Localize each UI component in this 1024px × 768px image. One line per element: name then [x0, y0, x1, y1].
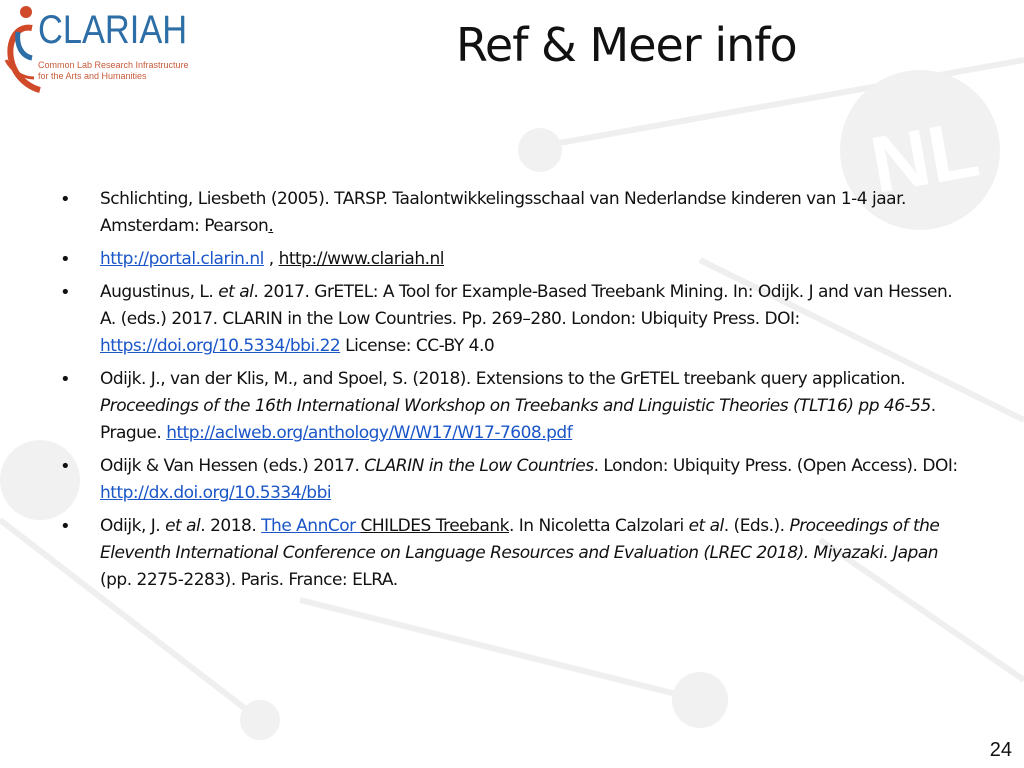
anncor-link[interactable]: The AnnCor [261, 516, 361, 536]
bullet: • [60, 282, 71, 303]
reference-item [60, 279, 960, 360]
ref-text: . Prague. [100, 396, 936, 443]
ref-text: Augustinus, L. [100, 282, 219, 302]
ref-italic: et al [688, 516, 724, 536]
reference-item [60, 453, 960, 507]
doi-link[interactable]: http://dx.doi.org/10.5334/bbi [100, 483, 332, 503]
ref-text: Odijk. J., van der Klis, M., and Spoel, S. (2018). Extensions to the GrETEL treebank query application. [100, 369, 906, 389]
clariah-site-link[interactable]: http://www.clariah.nl [278, 249, 445, 269]
ref-text: . 2017. GrETEL: A Tool for Example-Based Treebank Mining. In: Odijk. J and van Hessen. A. (eds.) 2017. CLARIN in the Low Countries. Pp. 269–280. London: Ubiquity Press. DOI: [100, 282, 953, 329]
childes-treebank-link[interactable]: CHILDES Treebank [360, 516, 509, 536]
ref-text: Schlichting, Liesbeth (2005). TARSP. Taalontwikkelingsschaal van Nederlandse kinderen van 1-4 jaar. Amsterdam: Pearson [100, 189, 906, 236]
reference-item [60, 186, 960, 240]
ref-italic: Proceedings of the 16th International Workshop on Treebanks and Linguistic Theories (TLT16) pp 46-55 [100, 396, 931, 416]
bullet: • [60, 456, 71, 477]
bullet: • [60, 189, 71, 210]
clariah-logo [2, 2, 202, 94]
logo-subtitle-line2: for the Arts and Humanities [38, 71, 147, 81]
bullet: • [60, 516, 71, 537]
ref-italic: et al [218, 282, 254, 302]
clarin-portal-link[interactable]: http://portal.clarin.nl [100, 249, 264, 269]
ref-text: . London: Ubiquity Press. (Open Access). DOI: [593, 456, 958, 476]
clariah-figure-icon [2, 2, 42, 94]
reference-item [60, 366, 960, 447]
logo-subtitle [38, 60, 198, 82]
ref-text: . In Nicoletta Calzolari [508, 516, 689, 536]
logo-subtitle-line1: Common Lab Research Infrastructure [38, 60, 189, 70]
logo-wordmark: CLARIAH [38, 8, 188, 52]
slide-title: Ref & Meer info [456, 18, 797, 72]
page-number: 24 [989, 739, 1012, 761]
ref-italic: et al [165, 516, 201, 536]
svg-text:NL: NL [864, 103, 985, 210]
doi-link[interactable]: https://doi.org/10.5334/bbi.22 [100, 336, 341, 356]
reference-item [60, 246, 960, 273]
bullet: • [60, 369, 71, 390]
ref-text: License: CC-BY 4.0 [340, 336, 495, 356]
reference-item [60, 513, 960, 594]
bullet: • [60, 249, 71, 270]
ref-italic: Proceedings of the Eleventh International Conference on Language Resources and Evaluation (LREC 2018). Miyazaki. Japan [100, 516, 940, 563]
ref-text: Odijk, J. [100, 516, 166, 536]
ref-text: , [263, 249, 279, 269]
ref-text: Odijk & Van Hessen (eds.) 2017. [100, 456, 365, 476]
ref-text: (pp. 2275-2283). Paris. France: ELRA. [100, 570, 398, 590]
ref-text: . 2018. [200, 516, 262, 536]
aclweb-link[interactable]: http://aclweb.org/anthology/W/W17/W17-7608.pdf [166, 423, 573, 443]
ref-italic: CLARIN in the Low Countries [364, 456, 594, 476]
ref-text: . (Eds.). [723, 516, 790, 536]
ref-text: . [268, 216, 274, 236]
reference-list [60, 186, 960, 600]
